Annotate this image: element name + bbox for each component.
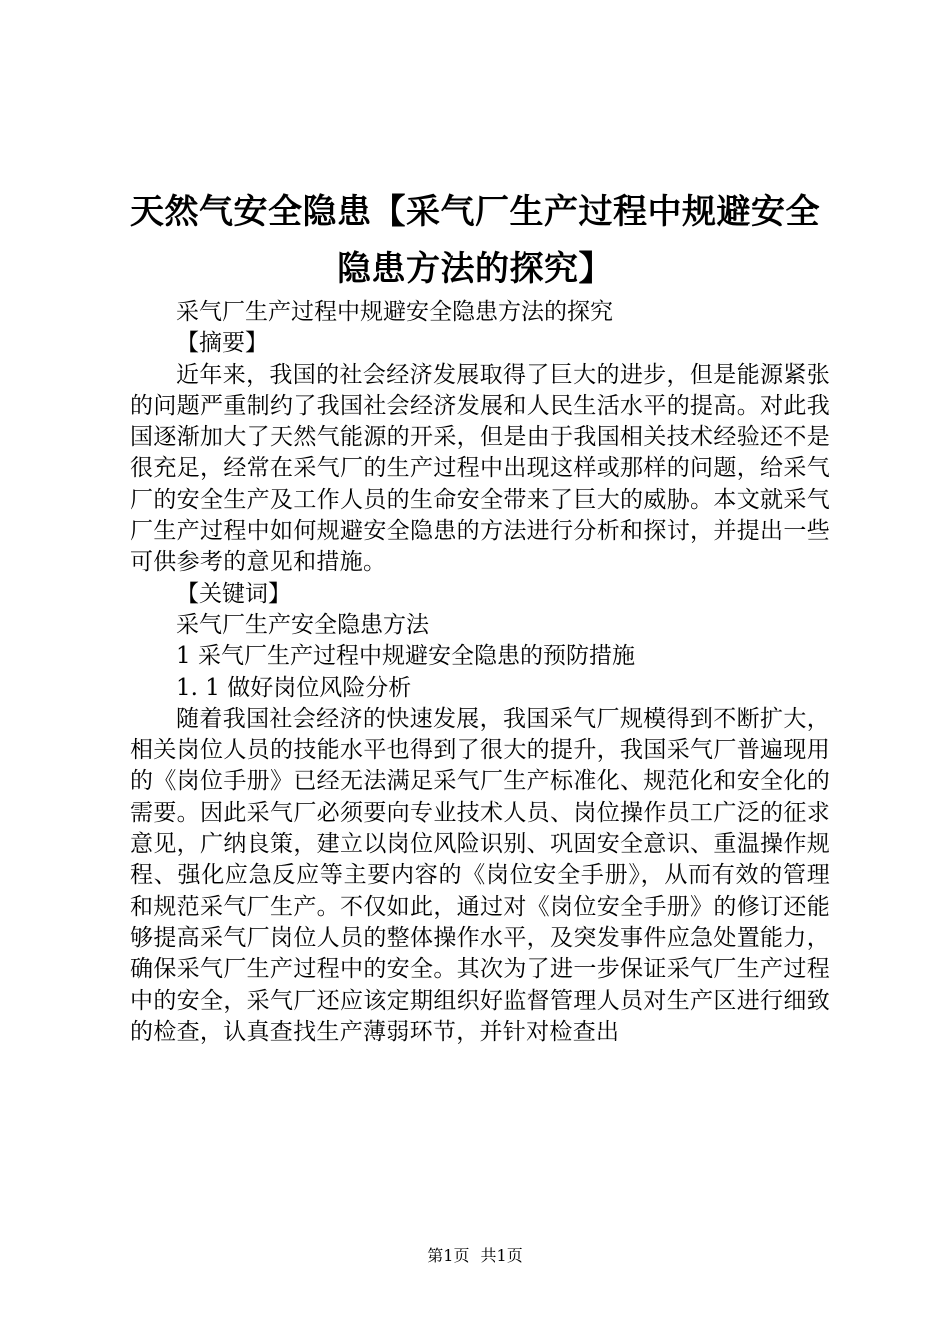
page-total: 共1页 — [480, 1246, 523, 1265]
page-footer — [0, 1245, 950, 1267]
abstract-heading: 【摘要】 — [176, 330, 268, 357]
section-1-heading: 1 采气厂生产过程中规避安全隐患的预防措施 — [176, 643, 635, 670]
document-body — [130, 297, 830, 1048]
section-1-1-paragraph: 随着我国社会经济的快速发展，我国采气厂规模得到不断扩大，相关岗位人员的技能水平也得到了很大的提升，我国采气厂普遍现用的《岗位手册》已经无法满足采气厂生产标准化、规范化和安全化的需要。因此采气厂必须要向专业技术人员、岗位操作员工广泛的征求意见，广纳良策，建立以岗位风险识别、巩固安全意识、重温操作规程、强化应急反应等主要内容的《岗位安全手册》，从而有效的管理和规范采气厂生产。不仅如此，通过对《岗位安全手册》的修订还能够提高采气厂岗位人员的整体操作水平，及突发事件应急处置能力，确保采气厂生产过程中的安全。其次为了进一步保证采气厂生产过程中的安全，采气厂还应该定期组织好监督管理人员对生产区进行细致的检查，认真查找生产薄弱环节，并针对检查出 — [130, 705, 830, 1045]
keywords-heading: 【关键词】 — [176, 580, 291, 607]
page-number: 第1页 — [427, 1246, 470, 1265]
page-title: 天然气安全隐患【采气厂生产过程中规避安全隐患方法的探究】 — [130, 192, 820, 289]
abstract-paragraph: 近年来，我国的社会经济发展取得了巨大的进步，但是能源紧张的问题严重制约了我国社会经济发展和人民生活水平的提高。对此我国逐渐加大了天然气能源的开采，但是由于我国相关技术经验还不是很充足，经常在采气厂的生产过程中出现这样或那样的问题，给采气厂的安全生产及工作人员的生命安全带来了巨大的威胁。本文就采气厂生产过程中如何规避安全隐患的方法进行分析和探讨，并提出一些可供参考的意见和措施。 — [130, 361, 830, 576]
subtitle: 采气厂生产过程中规避安全隐患方法的探究 — [176, 299, 613, 325]
keywords-text: 采气厂生产安全隐患方法 — [176, 611, 429, 638]
section-1-1-heading: 1. 1 做好岗位风险分析 — [176, 674, 412, 701]
